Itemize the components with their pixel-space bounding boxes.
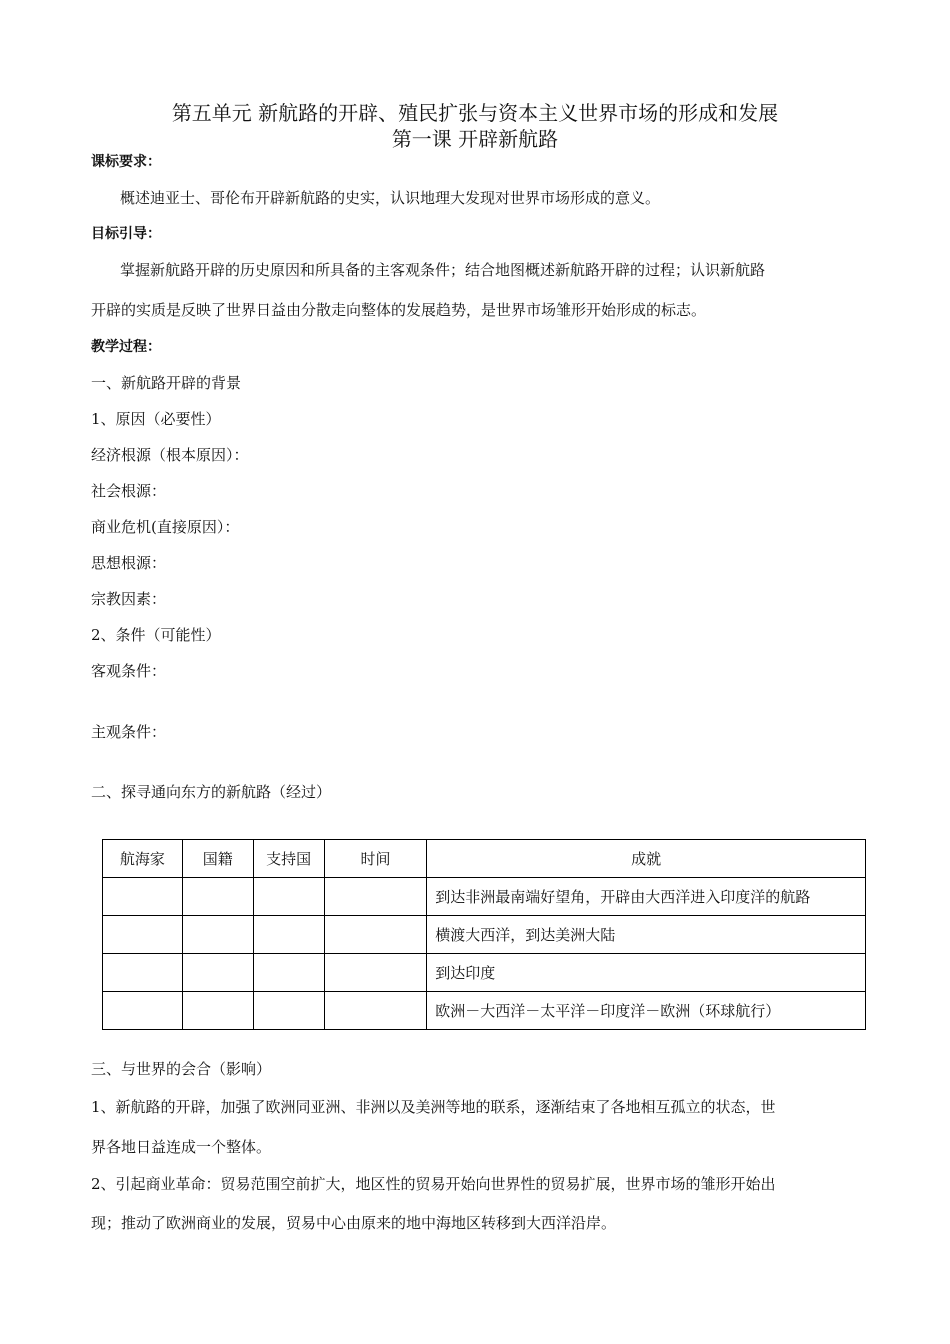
table-row: [103, 954, 866, 992]
lesson-title: 第一课 开辟新航路: [391, 127, 559, 151]
header-time: 时间: [324, 840, 427, 878]
section2-heading: 二、探寻通向东方的新航路（经过）: [91, 783, 332, 801]
goal-text-line2: 开辟的实质是反映了世界日益由分散走向整体的发展趋势，是世界市场雏形开始形成的标志。: [91, 301, 707, 319]
nationality-cell: [182, 992, 253, 1030]
religion-factor: 宗教因素：: [91, 590, 167, 608]
table-row: [103, 916, 866, 954]
achievement-cell: 横渡大西洋，到达美洲大陆: [427, 916, 866, 954]
nationality-cell: [182, 878, 253, 916]
subjective-condition: 主观条件：: [91, 723, 167, 741]
objective-condition: 客观条件：: [91, 662, 167, 680]
standard-text: 概述迪亚士、哥伦布开辟新航路的史实，认识地理大发现对世界市场形成的意义。: [120, 189, 661, 207]
impact2-line1: 2、引起商业革命：贸易范围空前扩大，地区性的贸易开始向世界性的贸易扩展，世界市场的雏形开始出: [91, 1175, 776, 1193]
impact2-line2: 现；推动了欧洲商业的发展，贸易中心由原来的地中海地区转移到大西洋沿岸。: [91, 1214, 617, 1232]
achievement-cell: 到达印度: [427, 954, 866, 992]
unit-title: 第五单元 新航路的开辟、殖民扩张与资本主义世界市场的形成和发展: [171, 101, 779, 125]
impact1-line2: 界各地日益连成一个整体。: [91, 1138, 272, 1156]
navigator-cell: [103, 878, 183, 916]
social-root: 社会根源：: [91, 482, 167, 500]
commercial-crisis: 商业危机(直接原因）：: [91, 518, 240, 536]
cause-heading: 1、原因（必要性）: [91, 410, 221, 428]
thought-root: 思想根源：: [91, 554, 167, 572]
header-nationality: 国籍: [182, 840, 253, 878]
goal-text-line1: 掌握新航路开辟的历史原因和所具备的主客观条件；结合地图概述新航路开辟的过程；认识新航路: [120, 261, 766, 279]
achievement-cell: 欧洲－大西洋－太平洋－印度洋－欧洲（环球航行）: [427, 992, 866, 1030]
sponsor-cell: [253, 916, 324, 954]
navigator-table: [102, 839, 866, 1030]
time-cell: [324, 878, 427, 916]
condition-heading: 2、条件（可能性）: [91, 626, 221, 644]
time-cell: [324, 992, 427, 1030]
navigator-cell: [103, 916, 183, 954]
achievement-cell: 到达非洲最南端好望角，开辟由大西洋进入印度洋的航路: [427, 878, 866, 916]
table-row: [103, 878, 866, 916]
header-achievement: 成就: [427, 840, 866, 878]
time-cell: [324, 954, 427, 992]
goal-heading: 目标引导：: [91, 226, 161, 242]
navigator-cell: [103, 992, 183, 1030]
table-row: [103, 992, 866, 1030]
table-header-row: [103, 840, 866, 878]
nationality-cell: [182, 916, 253, 954]
navigator-cell: [103, 954, 183, 992]
section1-heading: 一、新航路开辟的背景: [91, 374, 242, 392]
nationality-cell: [182, 954, 253, 992]
process-heading: 教学过程：: [91, 339, 161, 355]
time-cell: [324, 916, 427, 954]
sponsor-cell: [253, 954, 324, 992]
header-navigator: 航海家: [103, 840, 183, 878]
standard-heading: 课标要求：: [91, 154, 161, 170]
economic-root: 经济根源（根本原因）：: [91, 446, 249, 464]
sponsor-cell: [253, 992, 324, 1030]
sponsor-cell: [253, 878, 324, 916]
section3-heading: 三、与世界的会合（影响）: [91, 1060, 272, 1078]
impact1-line1: 1、新航路的开辟，加强了欧洲同亚洲、非洲以及美洲等地的联系，逐渐结束了各地相互孤立的状态，世: [91, 1098, 776, 1116]
header-sponsor: 支持国: [253, 840, 324, 878]
